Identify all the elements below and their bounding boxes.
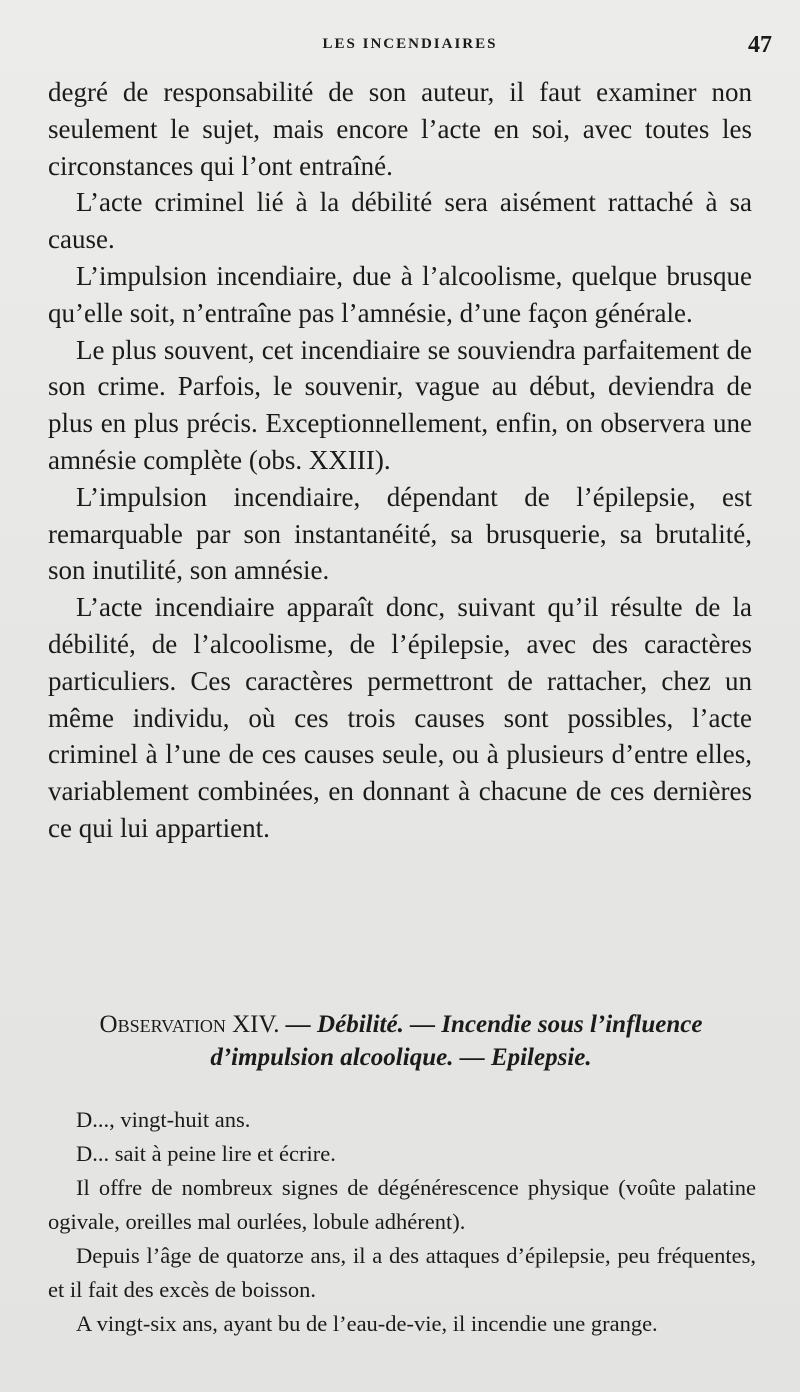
running-title: LES INCENDIAIRES (322, 36, 498, 52)
observation-number: Observation XIV. (99, 1011, 280, 1038)
observation-text (48, 1103, 756, 1341)
paragraph: Depuis l’âge de quatorze ans, il a des attaques d’épilepsie, peu fréquentes, et il fait des excès de boisson. (48, 1243, 756, 1302)
page-number: 47 (748, 32, 772, 58)
observation-title-line1: — Débilité. — Incendie sous l’influence (285, 1011, 703, 1038)
paragraph: A vingt-six ans, ayant bu de l’eau-de-vie, il incendie une grange. (76, 1311, 658, 1336)
paragraph: L’impulsion incendiaire, dépendant de l’épilepsie, est remarquable par son instantanéité, sa brusquerie, sa brutalité, son inutilité, son amnésie. (48, 481, 752, 586)
paragraph: Le plus souvent, cet incendiaire se souviendra parfaitement de son crime. Parfois, le souvenir, vague au début, deviendra de plus en plus précis. Exceptionnellement, enfin, on observera une amnésie complète (obs. XXIII). (48, 334, 752, 475)
observation-title-line2: d’impulsion alcoolique. — Epilepsie. (210, 1044, 592, 1071)
paragraph: D... sait à peine lire et écrire. (76, 1141, 336, 1166)
page-header (48, 32, 772, 66)
paragraph: Il offre de nombreux signes de dégénérescence physique (voûte palatine ogivale, oreilles mal ourlées, lobule adhérent). (48, 1175, 756, 1234)
observation-heading (48, 1008, 754, 1074)
paragraph: L’acte incendiaire apparaît donc, suivant qu’il résulte de la débilité, de l’alcoolisme, de l’épilepsie, avec des caractères particuliers. Ces caractères permettront de rattacher, chez un même individu, où ces trois causes sont possibles, l’acte criminel à l’une de ces causes seule, ou à plusieurs d’entre elles, variablement combinées, en donnant à chacune de ces dernières ce qui lui appartient. (48, 592, 752, 843)
paragraph: degré de responsabilité de son auteur, il faut examiner non seulement le sujet, mais encore l’acte en soi, avec toutes les circonstances qui l’ont entraîné. (48, 77, 752, 181)
paragraph: L’impulsion incendiaire, due à l’alcoolisme, quelque brusque qu’elle soit, n’entraîne pas l’amnésie, d’une façon générale. (48, 260, 752, 328)
paragraph: L’acte criminel lié à la débilité sera aisément rattaché à sa cause. (48, 187, 752, 255)
main-text (48, 74, 752, 847)
paragraph: D..., vingt-huit ans. (76, 1107, 251, 1132)
